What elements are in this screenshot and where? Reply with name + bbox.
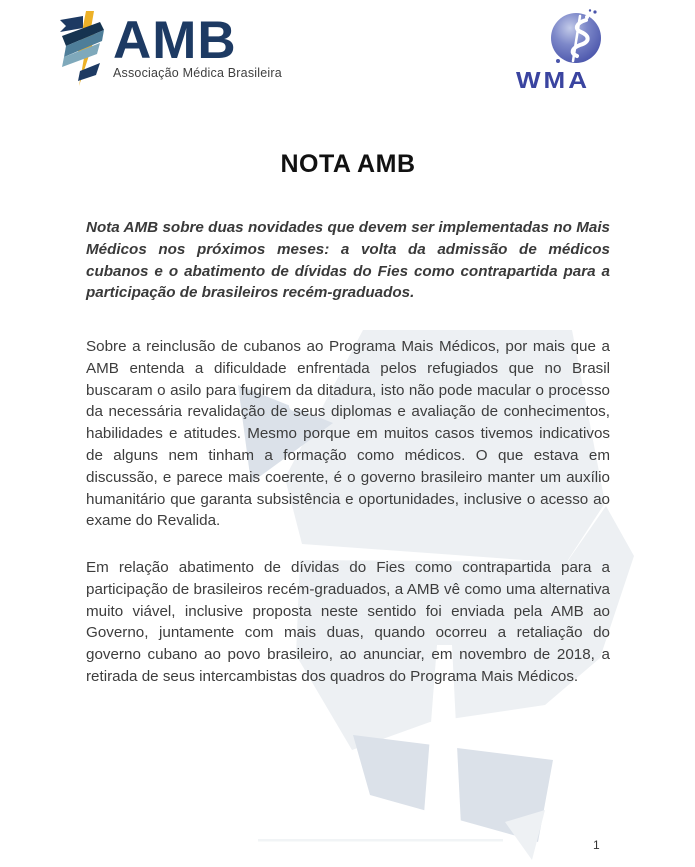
page-number: 1 — [593, 838, 600, 852]
body-paragraph-1: Sobre a reinclusão de cubanos ao Programa Mais Médicos, por mais que a AMB entenda a dificuldade enfrentada pelos refugiados que no Brasil buscaram o asilo para fugirem da ditadura, isto não pode macular o processo da necessária revalidação de seus diplomas e avaliação de conhecimentos, habilidades e atitudes. Mesmo porque em muitos casos tivemos indicativos de alguns nem tinham a formação como médicos. O que estava em discussão, e parece mais coerente, é o governo brasileiro manter um auxílio humanitário que garanta subsistência e oportunidades, inclusive o acesso ao exame do Revalida. — [86, 338, 610, 530]
page-title: NOTA AMB — [280, 150, 416, 178]
document-content — [86, 0, 610, 867]
wma-wordmark: WMA — [516, 67, 590, 94]
body-paragraph-2: Em relação abatimento de dívidas do Fies como contrapartida para a participação de brasileiros recém-graduados, a AMB vê como uma alternativa muito viável, inclusive proposta neste sentido foi enviada pela AMB ao Governo, juntamente com mais duas, quando ocorreu a retaliação do governo cubano ao povo brasileiro, ao anunciar, em novembro de 2018, a retirada de seus intercambistas dos quadros do Programa Mais Médicos. — [86, 559, 610, 685]
lead-paragraph: Nota AMB sobre duas novidades que devem ser implementadas no Mais Médicos nos próximos meses: a volta da admissão de médicos cubanos e o abatimento de dívidas do Fies como contrapartida para a participação de brasileiros recém-graduados. — [86, 219, 610, 302]
amb-wordmark: AMB — [113, 11, 237, 70]
amb-tagline: Associação Médica Brasileira — [113, 66, 282, 80]
